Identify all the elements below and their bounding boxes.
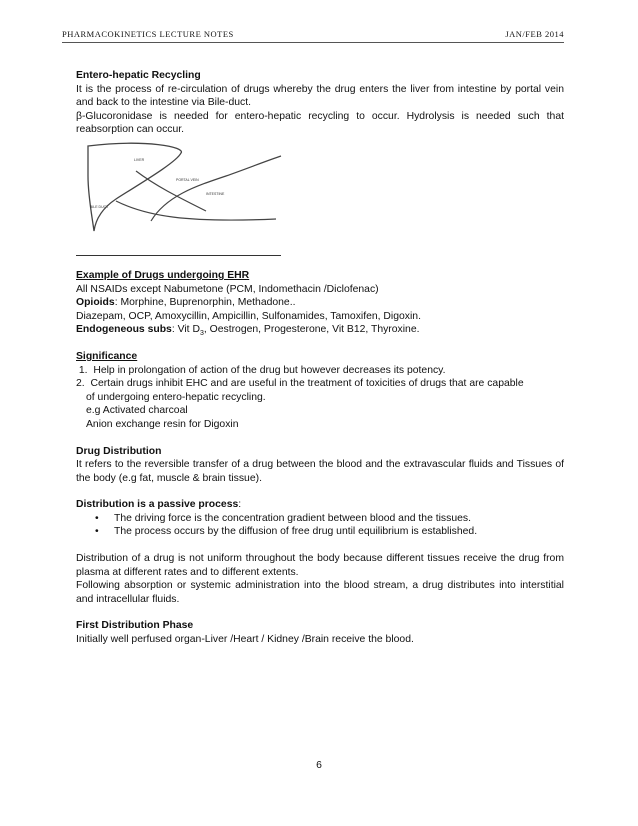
label-liver: LIVER [134, 157, 145, 162]
opioids-label: Opioids [76, 297, 115, 309]
passive-colon: : [238, 499, 242, 511]
first-phase-text: Initially well perfused organ-Liver /Heart / Kidney /Brain receive the blood. [76, 634, 414, 646]
significance-example-2: Anion exchange resin for Digoxin [86, 418, 239, 430]
intestine-curve [151, 156, 281, 221]
header-date: JAN/FEB 2014 [505, 29, 564, 39]
endogenous-label: Endogeneous subs [76, 324, 172, 336]
ehr-heading: Entero-hepatic Recycling [76, 70, 201, 81]
ehr-sketch [76, 141, 286, 253]
label-bile-duct: BILE DUCT [90, 204, 109, 209]
bullet-text-1: The driving force is the concentration gradient between blood and the tissues. [114, 512, 471, 524]
passive-line [76, 498, 564, 512]
endogenous-pre: : Vit D [171, 324, 200, 336]
significance-heading: Significance [76, 350, 138, 362]
bullet-item-2 [76, 525, 564, 539]
liver-outline [88, 143, 181, 231]
portal-vein-line [136, 171, 206, 211]
first-phase-heading: First Distribution Phase [76, 620, 194, 632]
running-header [62, 28, 564, 43]
significance-item-2-cont: of undergoing entero-hepatic recycling. [86, 391, 266, 403]
examples-line-opioids [76, 296, 564, 310]
distribution-paragraph-3: Following absorption or systemic administration into the blood stream, a drug distributes into interstitial and intracellular fluids. [76, 580, 564, 605]
label-intestine: INTESTINE [206, 191, 225, 196]
header-title: PHARMACOKINETICS LECTURE NOTES [62, 29, 234, 39]
page-number: 6 [316, 760, 322, 771]
ehr-diagram [76, 141, 286, 253]
endogenous-sub: 3 [199, 330, 204, 338]
significance-example-1: e.g Activated charcoal [86, 405, 188, 417]
bile-duct-line [116, 201, 276, 220]
examples-line-3: Diazepam, OCP, Amoxycillin, Ampicillin, Sulfonamides, Tamoxifen, Digoxin. [76, 310, 421, 322]
bullet-icon: • [95, 526, 99, 538]
examples-heading: Example of Drugs undergoing EHR [76, 269, 250, 281]
significance-item-2: 2. Certain drugs inhibit EHC and are useful in the treatment of toxicities of drugs that are capable [76, 378, 524, 390]
ehr-paragraph-2: β-Glucoronidase is needed for entero-hepatic recycling to occur. Hydrolysis is needed such that reabsorption can occur. [76, 110, 564, 136]
distribution-paragraph-1: It refers to the reversible transfer of a drug between the blood and the extravascular fluids and Tissues of the body (e.g fat, muscle & brain tissue). [76, 459, 564, 484]
significance-item-1: 1. Help in prolongation of action of the drug but however decreases its potency. [76, 364, 446, 376]
endogenous-post: , Oestrogen, Progesterone, Vit B12, Thyroxine. [203, 324, 420, 336]
distribution-paragraph-2: Distribution of a drug is not uniform throughout the body because different tissues receive the drug from plasma at different rates and to different extents. [76, 553, 564, 578]
bullet-item-1 [76, 512, 564, 526]
opioids-text: : Morphine, Buprenorphin, Methadone.. [114, 297, 296, 309]
ehr-paragraph-1: It is the process of re-circulation of drugs whereby the drug enters the liver from intestine by portal vein and back to the intestine via Bile-duct. [76, 83, 564, 109]
bullet-icon: • [95, 512, 99, 524]
distribution-heading: Drug Distribution [76, 445, 162, 457]
page-content [76, 69, 564, 647]
bullet-text-2: The process occurs by the diffusion of free drug until equilibrium is established. [114, 526, 478, 538]
examples-line-1: All NSAIDs except Nabumetone (PCM, Indomethacin /Diclofenac) [76, 283, 379, 295]
passive-heading: Distribution is a passive process [76, 499, 239, 511]
examples-line-endogenous [76, 323, 564, 337]
label-portal-vein: PORTAL VEIN [176, 177, 199, 182]
